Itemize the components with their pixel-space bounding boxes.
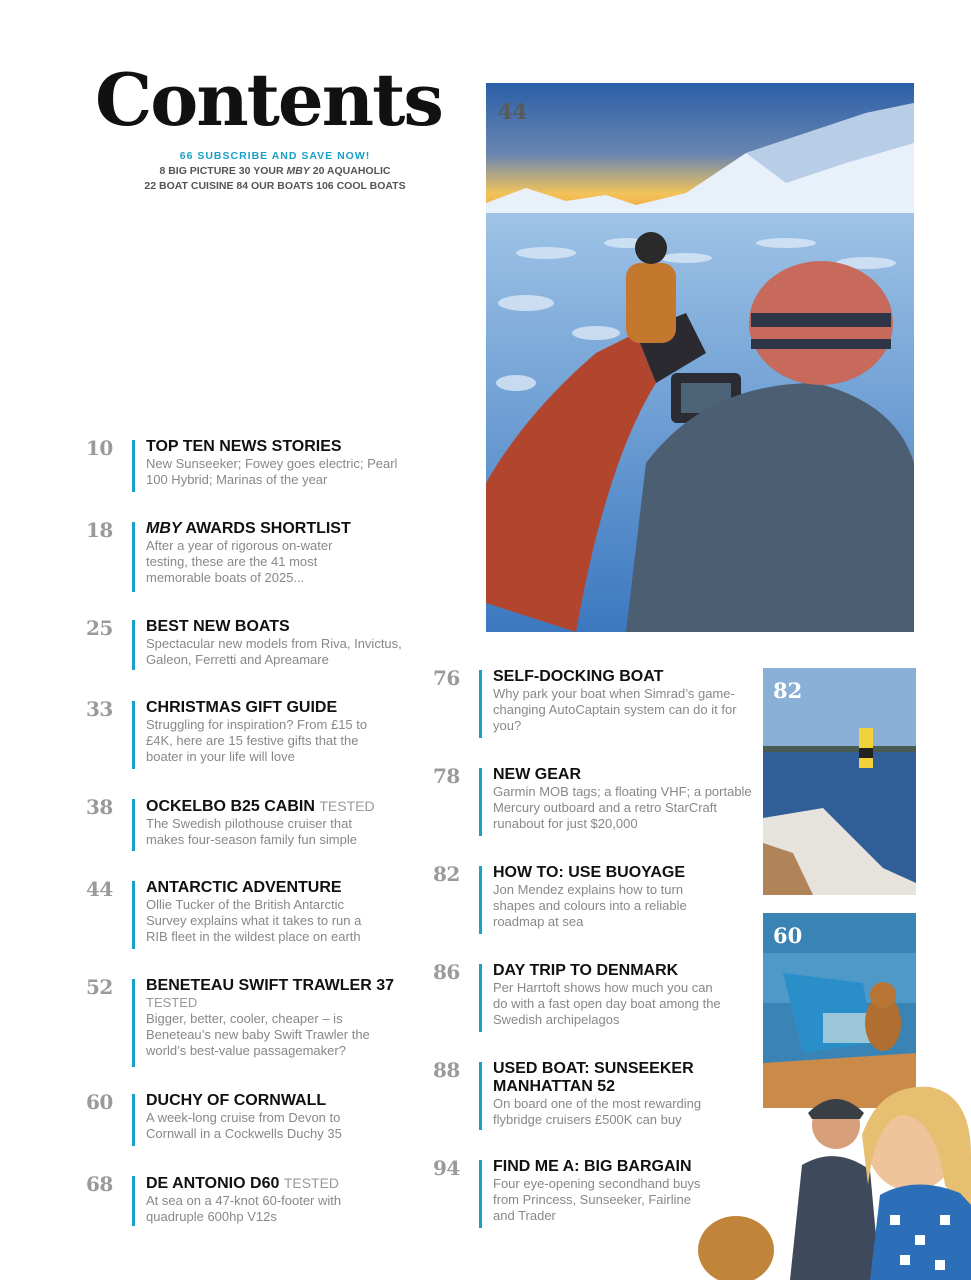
regulars-line-1c: 20 AQUAHOLIC	[309, 165, 391, 177]
antarctic-rib-illustration	[486, 83, 914, 632]
entry-accent-bar	[479, 964, 482, 1032]
main-photo-page-number: 44	[498, 99, 528, 124]
entry-body	[146, 699, 381, 765]
regulars-mby: MBY	[286, 165, 310, 177]
entry-accent-bar	[132, 440, 135, 492]
entry-description: At sea on a 47-knot 60-footer with quadruple 600hp V12s	[146, 1193, 342, 1224]
entry-page-number: 86	[433, 960, 460, 984]
entry-title[interactable]: HOW TO: USE BUOYAGE	[493, 864, 686, 881]
entry-body	[146, 618, 406, 668]
entry-body	[493, 864, 728, 930]
entry-accent-bar	[132, 979, 135, 1067]
entry-accent-bar	[479, 1160, 482, 1228]
entry-body	[146, 438, 408, 488]
portrait-illustration	[690, 1075, 971, 1280]
entry-accent-bar	[132, 881, 135, 949]
entry-title[interactable]	[146, 1174, 371, 1193]
entry-title[interactable]: TOP TEN NEWS STORIES	[146, 438, 342, 455]
entry-page-number: 52	[86, 975, 113, 999]
subscribe-promo[interactable]: 66 SUBSCRIBE AND SAVE NOW!	[179, 150, 371, 162]
entry-description: On board one of the most rewarding flybridge cruisers £500K can buy	[493, 1096, 702, 1127]
entry-title[interactable]: NEW GEAR	[493, 766, 581, 783]
entry-page-number: 88	[433, 1058, 460, 1082]
entry-accent-bar	[479, 768, 482, 836]
entry-page-number: 76	[433, 666, 460, 690]
regulars-line-1a: 8 BIG PICTURE 30 YOUR	[159, 165, 287, 177]
entry-title-rest: AWARDS SHORTLIST	[181, 520, 351, 537]
entry-body	[146, 1174, 371, 1225]
entry-accent-bar	[132, 1176, 135, 1226]
entry-body	[146, 520, 371, 586]
entry-page-number: 44	[86, 877, 113, 901]
entry-title[interactable]: BENETEAU SWIFT TRAWLER 37	[146, 977, 395, 994]
entry-body	[493, 962, 728, 1028]
entry-accent-bar	[132, 522, 135, 592]
entry-title-text: OCKELBO B25 CABIN	[146, 798, 315, 815]
entry-title[interactable]: BEST NEW BOATS	[146, 618, 290, 635]
entry-accent-bar	[132, 1094, 135, 1146]
buoy-photo	[763, 668, 916, 895]
entry-description: Spectacular new models from Riva, Invictus, Galeon, Ferretti and Apreamare	[146, 636, 402, 667]
entry-page-number: 38	[86, 795, 113, 819]
entry-description: Struggling for inspiration? From £15 to £4K, here are 15 festive gifts that the boater in your life will love	[146, 717, 368, 764]
entry-title[interactable]: DAY TRIP TO DENMARK	[493, 962, 679, 979]
entry-body	[146, 1092, 381, 1142]
entry-page-number: 25	[86, 616, 113, 640]
entry-title[interactable]: SELF-DOCKING BOAT	[493, 668, 664, 685]
entry-accent-bar	[132, 701, 135, 769]
entry-description: The Swedish pilothouse cruiser that makes four-season family fun simple	[146, 816, 357, 847]
entry-body	[493, 1060, 728, 1128]
entry-title-em: MBY	[146, 520, 182, 537]
entry-description: Bigger, better, cooler, cheaper – is Beneteau’s new baby Swift Trawler the world’s best-value passagemaker?	[146, 1011, 370, 1058]
entry-description: New Sunseeker; Fowey goes electric; Pearl 100 Hybrid; Marinas of the year	[146, 456, 398, 487]
page-title: Contents	[95, 57, 442, 142]
entry-body	[493, 668, 738, 734]
entry-page-number: 33	[86, 697, 113, 721]
entry-description: Garmin MOB tags; a floating VHF; a portable Mercury outboard and a retro StarCraft runabout for just $20,000	[493, 784, 752, 831]
entry-body	[146, 879, 386, 945]
entry-body	[493, 766, 753, 832]
entry-accent-bar	[132, 799, 135, 851]
entry-title[interactable]: FIND ME A: BIG BARGAIN	[493, 1158, 692, 1175]
regulars-line-1	[100, 164, 450, 179]
entry-title[interactable]: USED BOAT: SUNSEEKER MANHATTAN 52	[493, 1060, 694, 1095]
tested-tag: TESTED	[319, 798, 375, 814]
entry-page-number: 78	[433, 764, 460, 788]
entry-title-text: DE ANTONIO D60	[146, 1175, 280, 1192]
entry-accent-bar	[479, 866, 482, 934]
entry-accent-bar	[479, 1062, 482, 1130]
entry-description: Four eye-opening secondhand buys from Princess, Sunseeker, Fairline and Trader	[493, 1176, 701, 1223]
entry-title[interactable]: ANTARCTIC ADVENTURE	[146, 879, 342, 896]
entry-description: Why park your boat when Simrad’s game-changing AutoCaptain system can do it for you?	[493, 686, 737, 733]
tested-tag: TESTED	[283, 1175, 340, 1191]
tested-tag: TESTED	[146, 995, 198, 1010]
entry-accent-bar	[132, 620, 135, 670]
sub-header	[100, 149, 450, 194]
entry-page-number: 94	[433, 1156, 460, 1180]
entry-title[interactable]	[146, 520, 371, 538]
entry-page-number: 82	[433, 862, 460, 886]
entry-page-number: 60	[86, 1090, 113, 1114]
entry-page-number: 18	[86, 518, 113, 542]
editor-portrait	[690, 1075, 971, 1280]
entry-title[interactable]: DUCHY OF CORNWALL	[146, 1092, 327, 1109]
entry-body	[146, 797, 386, 848]
entry-page-number: 10	[86, 436, 113, 460]
entry-body	[146, 977, 396, 1059]
entry-page-number: 68	[86, 1172, 113, 1196]
buoy-photo-page-number: 82	[773, 678, 803, 703]
main-photo	[486, 83, 914, 632]
entry-accent-bar	[479, 670, 482, 738]
entry-body	[493, 1158, 703, 1224]
entry-description: Jon Mendez explains how to turn shapes and colours into a reliable roadmap at sea	[493, 882, 687, 929]
regulars-line-2: 22 BOAT CUISINE 84 OUR BOATS 106 COOL BOATS	[144, 180, 406, 192]
entry-description: Ollie Tucker of the British Antarctic Survey explains what it takes to run a RIB fleet in the wildest place on earth	[146, 897, 362, 944]
entry-description: A week-long cruise from Devon to Cornwall in a Cockwells Duchy 35	[146, 1110, 342, 1141]
entry-description: After a year of rigorous on-water testing, these are the 41 most memorable boats of 2025...	[146, 538, 333, 585]
entry-description: Per Harrtoft shows how much you can do with a fast open day boat among the Swedish archipelagos	[493, 980, 721, 1027]
dog-photo-page-number: 60	[773, 923, 803, 948]
entry-title[interactable]: CHRISTMAS GIFT GUIDE	[146, 699, 338, 716]
entry-title[interactable]	[146, 797, 386, 816]
